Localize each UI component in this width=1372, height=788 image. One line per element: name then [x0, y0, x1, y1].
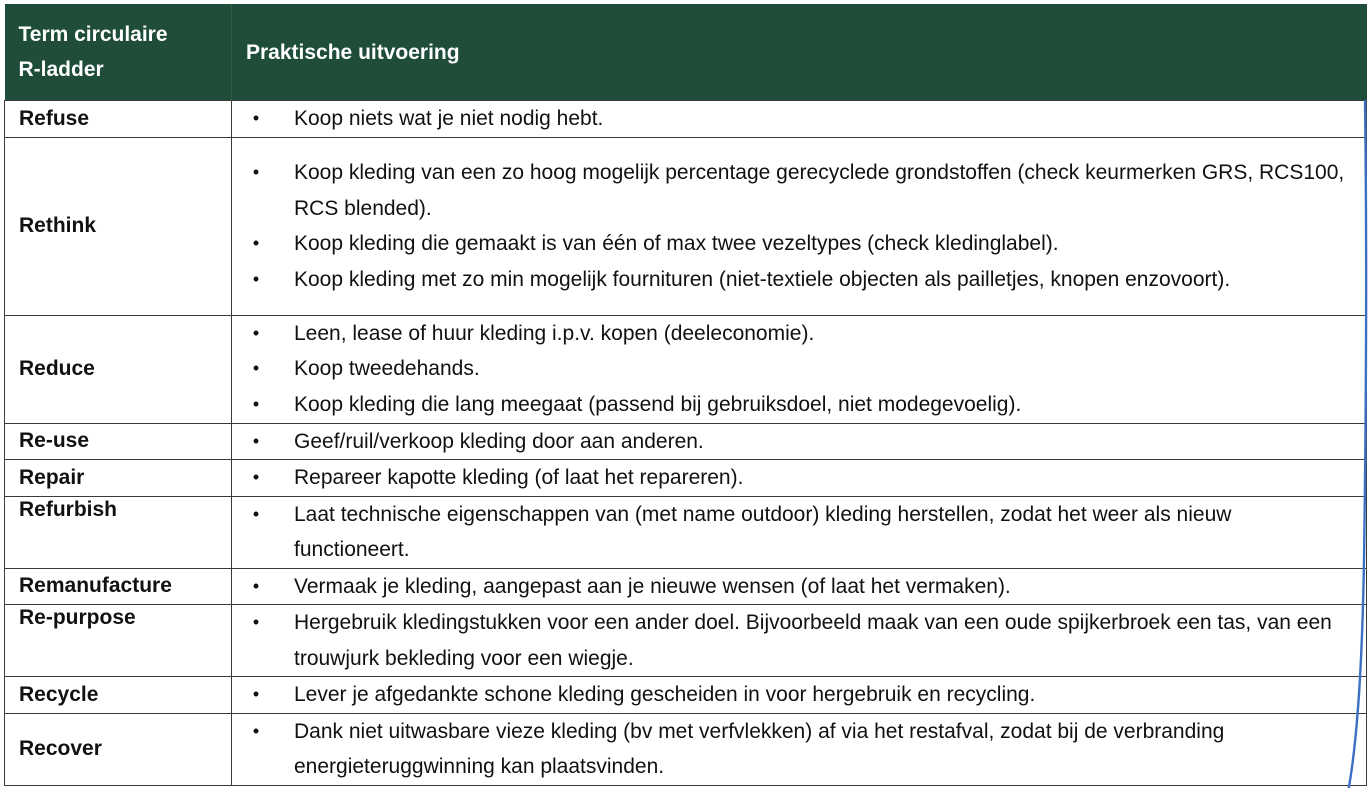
- table-row: [5, 568, 1367, 605]
- table-row: [5, 315, 1367, 423]
- list-item: [232, 262, 1366, 298]
- list-item-text: Koop tweedehands.: [294, 357, 480, 381]
- row-term: Remanufacture: [5, 568, 232, 605]
- list-item: [232, 714, 1366, 785]
- list-item: [232, 155, 1366, 226]
- practice-list: [232, 155, 1366, 297]
- table-header-row: [5, 4, 1367, 101]
- document-page: [4, 4, 1368, 788]
- practice-list: [232, 101, 1366, 137]
- table-body: [5, 101, 1367, 786]
- list-item-text: Koop kleding die lang meegaat (passend bij gebruiksdoel, niet modegevoelig).: [294, 392, 1022, 416]
- bullet-icon: •: [252, 430, 260, 451]
- row-practice: [232, 605, 1367, 677]
- bullet-icon: •: [252, 393, 260, 414]
- practice-list: [232, 569, 1366, 605]
- r-ladder-table: [4, 4, 1367, 786]
- row-practice: [232, 423, 1367, 460]
- row-term: Repair: [5, 460, 232, 497]
- list-item-text: Laat technische eigenschappen van (met name outdoor) kleding herstellen, zodat het weer als nieuw functioneert.: [294, 502, 1232, 561]
- row-term: Re-purpose: [5, 605, 232, 677]
- header-practice: Praktische uitvoering: [232, 4, 1367, 101]
- list-item-text: Koop kleding van een zo hoog mogelijk percentage gerecyclede grondstoffen (check keurmerken GRS, RCS100, RCS blended).: [294, 161, 1345, 220]
- list-item: [232, 387, 1366, 423]
- practice-list: [232, 497, 1366, 568]
- list-item: [232, 677, 1366, 713]
- practice-list: [232, 316, 1366, 423]
- list-item: [232, 316, 1366, 352]
- table-row: [5, 713, 1367, 785]
- row-practice: [232, 496, 1367, 568]
- practice-list: [232, 714, 1366, 785]
- bullet-icon: •: [252, 268, 260, 289]
- row-practice: [232, 713, 1367, 785]
- list-item: [232, 569, 1366, 605]
- table-row: [5, 496, 1367, 568]
- practice-list: [232, 605, 1366, 676]
- list-item-text: Hergebruik kledingstukken voor een ander doel. Bijvoorbeeld maak van een oude spijkerbroek een tas, van een trouwjurk bekleding voor een wiegje.: [294, 611, 1332, 670]
- list-item: [232, 101, 1366, 137]
- table-row: [5, 137, 1367, 315]
- list-item-text: Lever je afgedankte schone kleding gescheiden in voor hergebruik en recycling.: [294, 683, 1036, 706]
- bullet-icon: •: [252, 322, 260, 343]
- row-term: Refuse: [5, 101, 232, 138]
- list-item-text: Leen, lease of huur kleding i.p.v. kopen (deeleconomie).: [294, 321, 815, 345]
- list-item: [232, 605, 1366, 676]
- row-term: Refurbish: [5, 496, 232, 568]
- row-term: Recycle: [5, 677, 232, 714]
- header-term-line1: Term circulaire: [18, 23, 168, 46]
- list-item-text: Vermaak je kleding, aangepast aan je nieuwe wensen (of laat het vermaken).: [294, 574, 1011, 598]
- bullet-icon: •: [252, 108, 260, 128]
- list-item-text: Repareer kapotte kleding (of laat het repareren).: [294, 466, 744, 489]
- row-term: Reduce: [5, 315, 232, 423]
- list-item-text: Dank niet uitwasbare vieze kleding (bv met verfvlekken) af via het restafval, zodat bij de verbranding energieteruggwinning kan plaatsvinden.: [294, 719, 1225, 778]
- table-row: [5, 423, 1367, 460]
- bullet-icon: •: [252, 575, 260, 596]
- list-item: [232, 424, 1366, 460]
- list-item-text: Koop kleding die gemaakt is van één of max twee vezeltypes (check kledinglabel).: [294, 232, 1059, 255]
- bullet-icon: •: [252, 162, 260, 182]
- bullet-icon: •: [252, 358, 260, 379]
- bullet-icon: •: [252, 503, 260, 524]
- row-practice: [232, 315, 1367, 423]
- header-term-line2: R-ladder: [18, 58, 104, 81]
- row-term: Rethink: [5, 137, 232, 315]
- row-practice: [232, 137, 1367, 315]
- bullet-icon: •: [252, 684, 260, 704]
- bullet-icon: •: [252, 720, 260, 741]
- list-item: [232, 226, 1366, 262]
- practice-list: [232, 424, 1366, 460]
- row-practice: [232, 460, 1367, 497]
- table-row: [5, 677, 1367, 714]
- table-row: [5, 101, 1367, 138]
- list-item-text: Koop kleding met zo min mogelijk fournituren (niet-textiele objecten als pailletjes, knopen enzovoort).: [294, 267, 1231, 291]
- table-row: [5, 605, 1367, 677]
- bullet-icon: •: [252, 233, 260, 253]
- practice-list: [232, 460, 1366, 496]
- header-term: [5, 4, 232, 101]
- list-item-text: Koop niets wat je niet nodig hebt.: [294, 107, 604, 130]
- row-practice: [232, 568, 1367, 605]
- practice-list: [232, 677, 1366, 713]
- row-term: Recover: [5, 713, 232, 785]
- table-row: [5, 460, 1367, 497]
- row-practice: [232, 101, 1367, 138]
- row-term: Re-use: [5, 423, 232, 460]
- bullet-icon: •: [252, 612, 260, 632]
- list-item: [232, 497, 1366, 568]
- row-practice: [232, 677, 1367, 714]
- list-item-text: Geef/ruil/verkoop kleding door aan anderen.: [294, 429, 704, 453]
- list-item: [232, 351, 1366, 387]
- bullet-icon: •: [252, 467, 260, 487]
- list-item: [232, 460, 1366, 496]
